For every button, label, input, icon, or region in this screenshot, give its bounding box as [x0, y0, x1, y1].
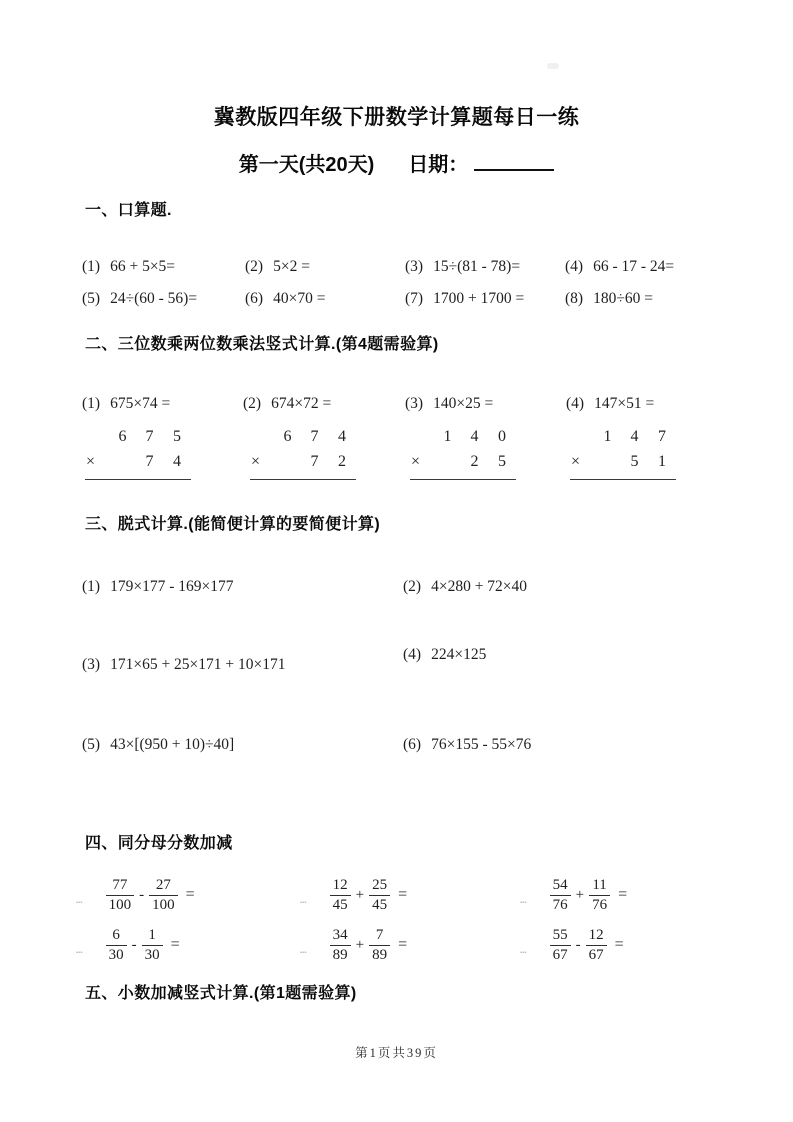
fraction — [589, 876, 610, 915]
problem-expression: 180÷60 = — [593, 290, 653, 307]
date-blank-line — [474, 153, 554, 171]
numerator: 12 — [588, 926, 604, 943]
problem — [82, 258, 245, 276]
numerator: 1 — [148, 926, 156, 943]
operator: - — [575, 936, 581, 953]
problem — [403, 578, 527, 596]
ellipsis-marker: ┄ — [76, 947, 84, 959]
problem — [82, 578, 403, 596]
empty-cell — [570, 428, 594, 446]
problem-expression: 224×125 — [431, 646, 487, 663]
fraction-problem — [76, 921, 300, 969]
vertical-multiplication — [410, 428, 570, 480]
page-title: 冀教版四年级下册数学计算题每日一练 — [213, 106, 580, 129]
problem-number: (4) — [565, 258, 584, 275]
problem — [565, 258, 674, 276]
operator: - — [131, 936, 137, 953]
page-subtitle — [0, 148, 793, 177]
problem — [245, 258, 405, 276]
problem-number: (5) — [82, 736, 101, 753]
ellipsis-marker: ┄ — [520, 897, 528, 909]
vertical-multiplication — [570, 428, 676, 480]
ellipsis-marker: ┄ — [520, 947, 528, 959]
equals-sign: = — [614, 936, 624, 953]
numerator: 27 — [155, 876, 171, 893]
section2-heading: 二、三位数乘两位数乘法竖式计算.(第4题需验算) — [85, 336, 439, 353]
denominator: 76 — [550, 895, 571, 915]
fraction — [142, 926, 163, 965]
equals-sign: = — [170, 936, 180, 953]
numerator: 54 — [552, 876, 568, 893]
empty-cell — [434, 453, 461, 471]
digit: 7 — [145, 453, 154, 470]
problem-expression: 43×[(950 + 10)÷40] — [110, 736, 235, 753]
problem-expression: 147×51 = — [594, 395, 655, 412]
operator: - — [139, 886, 145, 903]
vertical-multiplication — [85, 428, 250, 480]
problem-number: (2) — [403, 578, 422, 595]
denominator: 89 — [369, 945, 390, 965]
numerator: 7 — [375, 926, 384, 943]
date-label: 日期： — [408, 154, 469, 176]
problem-expression: 76×155 - 55×76 — [431, 736, 532, 753]
equals-sign: = — [398, 936, 408, 953]
problem-expression: 140×25 = — [433, 395, 494, 412]
problem-expression: 675×74 = — [110, 395, 171, 412]
digit: 1 — [443, 428, 452, 445]
denominator: 30 — [106, 945, 127, 965]
digit: 4 — [630, 428, 639, 445]
section4-heading: 四、同分母分数加减 — [85, 835, 233, 852]
vertical-multiplication — [250, 428, 410, 480]
numerator: 12 — [332, 876, 348, 893]
empty-cell — [410, 428, 434, 446]
digit: 6 — [283, 428, 292, 445]
problem-number: (4) — [566, 395, 585, 412]
section5-heading: 五、小数加减竖式计算.(第1题需验算) — [85, 985, 357, 1002]
problem — [405, 395, 566, 413]
denominator: 76 — [589, 895, 610, 915]
digit: 7 — [310, 453, 319, 470]
problem-expression: 1700 + 1700 = — [433, 290, 525, 307]
problem-number: (3) — [405, 258, 424, 275]
digit: 6 — [118, 428, 127, 445]
fraction — [330, 876, 351, 915]
problem-expression: 4×280 + 72×40 — [431, 578, 528, 595]
fraction-problem — [520, 871, 627, 919]
multiply-sign: × — [411, 453, 421, 470]
fraction-problem — [300, 921, 520, 969]
digit: 4 — [470, 428, 479, 445]
fraction — [369, 926, 390, 965]
problem-expression: 171×65 + 25×171 + 10×171 — [110, 656, 286, 673]
section3-heading: 三、脱式计算.(能简便计算的要简便计算) — [85, 516, 381, 533]
problem — [405, 290, 565, 308]
fraction-problem — [520, 921, 624, 969]
equals-sign: = — [618, 886, 628, 903]
problem — [243, 395, 405, 413]
problem-expression: 15÷(81 - 78)= — [433, 258, 521, 275]
fraction — [550, 926, 571, 965]
digit: 5 — [498, 453, 506, 470]
problem-number: (7) — [405, 290, 424, 307]
multiply-sign: × — [86, 453, 96, 470]
digit: 4 — [338, 428, 346, 445]
fraction-problem — [300, 871, 520, 919]
problem-expression: 40×70 = — [273, 290, 326, 307]
problem-number: (2) — [243, 395, 262, 412]
denominator: 100 — [106, 895, 135, 915]
equals-sign: = — [398, 886, 408, 903]
numerator: 34 — [332, 926, 348, 943]
denominator: 45 — [369, 895, 390, 915]
problem-expression: 179×177 - 169×177 — [110, 578, 234, 595]
problem — [82, 646, 403, 674]
fraction-row2 — [76, 921, 624, 969]
denominator: 100 — [149, 895, 178, 915]
fraction-row1 — [76, 871, 627, 919]
denominator: 67 — [550, 945, 571, 965]
stepwise-row1 — [82, 578, 527, 596]
stepwise-row3 — [82, 736, 531, 754]
problem-number: (5) — [82, 290, 101, 307]
day-label: 第一天(共20天) — [238, 154, 375, 176]
ellipsis-marker: ┄ — [300, 897, 308, 909]
digit: 1 — [603, 428, 612, 445]
problem — [245, 290, 405, 308]
denominator: 30 — [142, 945, 163, 965]
fraction — [106, 926, 127, 965]
problem — [82, 290, 245, 308]
problem — [82, 736, 403, 754]
digit: 2 — [338, 453, 346, 470]
multiply-sign: × — [251, 453, 261, 470]
problem-number: (2) — [245, 258, 264, 275]
problem-number: (1) — [82, 258, 101, 275]
page-footer: 第1页共39页 — [355, 1046, 438, 1060]
empty-cell — [85, 428, 109, 446]
fraction — [369, 876, 390, 915]
numerator: 11 — [592, 876, 607, 893]
empty-cell — [594, 453, 621, 471]
fraction — [550, 876, 571, 915]
empty-cell — [109, 453, 136, 471]
stepwise-row2 — [82, 646, 486, 674]
problem-expression: 66 - 17 - 24= — [593, 258, 675, 275]
problem-expression: 24÷(60 - 56)= — [110, 290, 198, 307]
ellipsis-marker: ┄ — [300, 947, 308, 959]
fraction-problem — [76, 871, 300, 919]
problem — [405, 258, 565, 276]
digit: 5 — [173, 428, 181, 445]
oral-problems-row1 — [82, 258, 674, 276]
problem-number: (3) — [405, 395, 424, 412]
problem — [403, 646, 486, 674]
fraction — [149, 876, 178, 915]
problem-number: (6) — [403, 736, 422, 753]
multiplication-problems-row — [82, 395, 654, 413]
fraction — [106, 876, 135, 915]
problem-number: (3) — [82, 656, 101, 673]
denominator: 89 — [330, 945, 351, 965]
scan-artifact — [547, 63, 559, 69]
section1-heading: 一、口算题. — [85, 202, 172, 219]
numerator: 77 — [112, 876, 128, 893]
digit: 1 — [658, 453, 666, 470]
problem — [82, 395, 243, 413]
problem-number: (1) — [82, 578, 101, 595]
digit: 7 — [145, 428, 154, 445]
problem — [565, 290, 653, 308]
problem-number: (8) — [565, 290, 584, 307]
problem-number: (4) — [403, 646, 422, 663]
fraction — [586, 926, 607, 965]
ellipsis-marker: ┄ — [76, 897, 84, 909]
empty-cell — [250, 428, 274, 446]
digit: 0 — [498, 428, 506, 445]
vertical-multiplication-row — [85, 428, 676, 480]
fraction — [330, 926, 351, 965]
problem-number: (6) — [245, 290, 264, 307]
numerator: 55 — [552, 926, 568, 943]
denominator: 67 — [586, 945, 607, 965]
operator: + — [355, 936, 365, 953]
multiply-sign: × — [571, 453, 581, 470]
operator: + — [575, 886, 585, 903]
digit: 5 — [630, 453, 639, 470]
denominator: 45 — [330, 895, 351, 915]
problem-expression: 674×72 = — [271, 395, 332, 412]
digit: 2 — [470, 453, 479, 470]
problem-expression: 66 + 5×5= — [110, 258, 176, 275]
numerator: 6 — [112, 926, 120, 943]
problem-expression: 5×2 = — [273, 258, 310, 275]
problem — [566, 395, 654, 413]
empty-cell — [274, 453, 301, 471]
operator: + — [355, 886, 365, 903]
digit: 4 — [173, 453, 181, 470]
digit: 7 — [310, 428, 319, 445]
oral-problems-row2 — [82, 290, 653, 308]
numerator: 25 — [372, 876, 388, 893]
equals-sign: = — [185, 886, 195, 903]
problem — [403, 736, 531, 754]
problem-number: (1) — [82, 395, 101, 412]
digit: 7 — [658, 428, 666, 445]
